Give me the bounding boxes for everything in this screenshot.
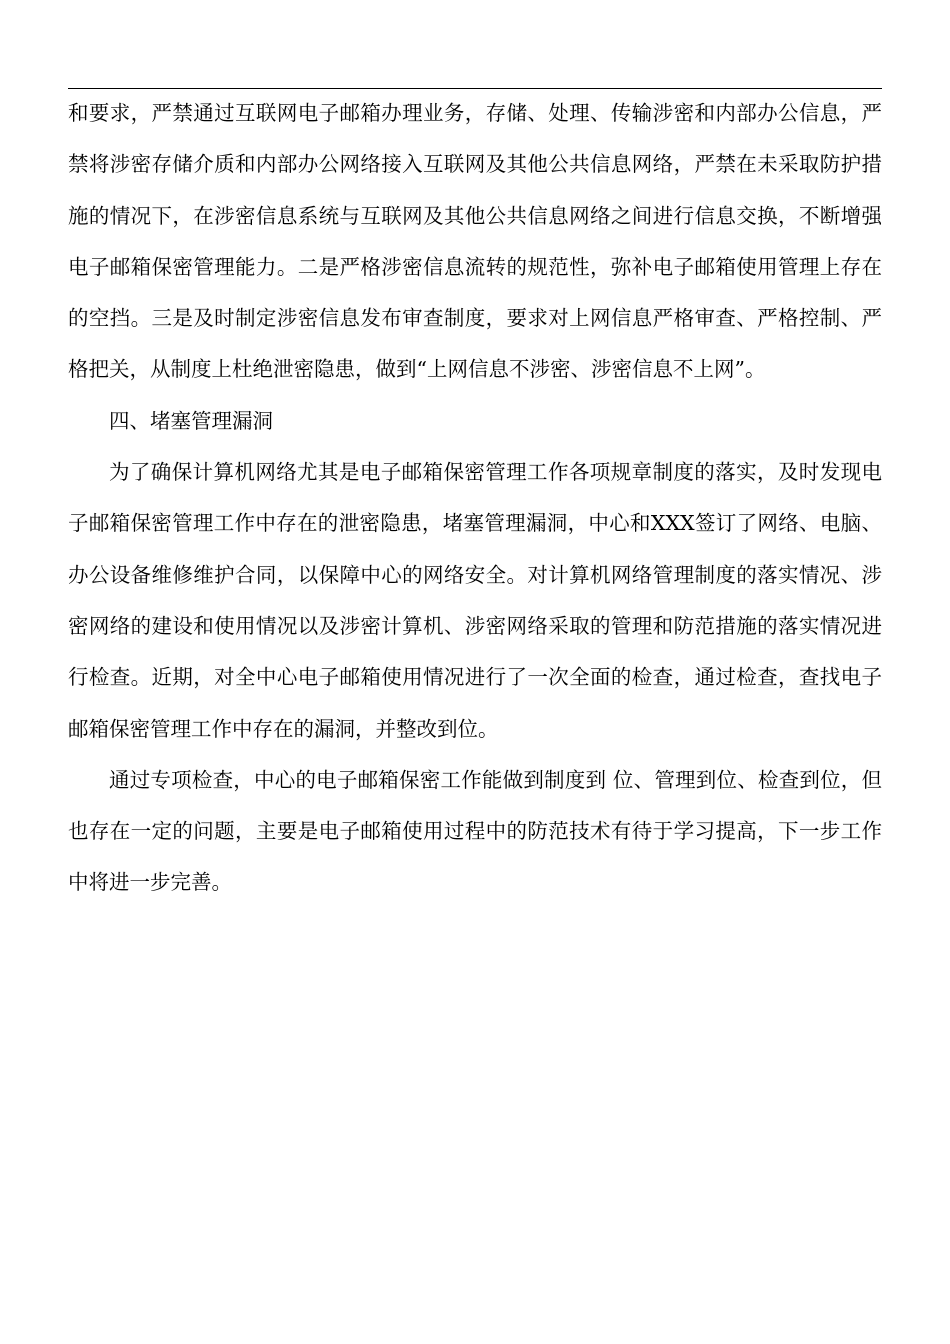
paragraph-conclusion: 通过专项检查，中心的电子邮箱保密工作能做到制度到 位、管理到位、检查到位，但也存在一定的问题，主要是电子邮箱使用过程中的防范技术有待于学习提高，下一步工作中将进一步完善。 bbox=[68, 767, 882, 895]
paragraph-continuation: 和要求，严禁通过互联网电子邮箱办理业务，存储、处理、传输涉密和内部办公信息，严禁将涉密存储介质和内部办公网络接入互联网及其他公共信息网络，严禁在未采取防护措施的情况下，在涉密信息系统与互联网及其他公共信息网络之间进行信息交换，不断增强电子邮箱保密管理能力。二是严格涉密信息流转的规范性，弥补电子邮箱使用管理上存在的空挡。三是及时制定涉密信息发布审查制度，要求对上网信息严格审查、严格控制、严格把关，从制度上杜绝泄密隐患，做到“上网信息不涉密、涉密信息不上网”。 bbox=[68, 101, 882, 382]
paragraph-inspection: 为了确保计算机网络尤其是电子邮箱保密管理工作各项规章制度的落实，及时发现电子邮箱保密管理工作中存在的泄密隐患，堵塞管理漏洞，中心和XXX签订了网络、电脑、办公设备维修维护合同，以保障中心的网络安全。对计算机网络管理制度的落实情况、涉密网络的建设和使用情况以及涉密计算机、涉密网络采取的管理和防范措施的落实情况进行检查。近期，对全中心电子邮箱使用情况进行了一次全面的检查，通过检查，查找电子邮箱保密管理工作中存在的漏洞，并整改到位。 bbox=[68, 460, 882, 741]
section-heading: 四、堵塞管理漏洞 bbox=[109, 408, 273, 433]
document-body bbox=[68, 88, 882, 909]
